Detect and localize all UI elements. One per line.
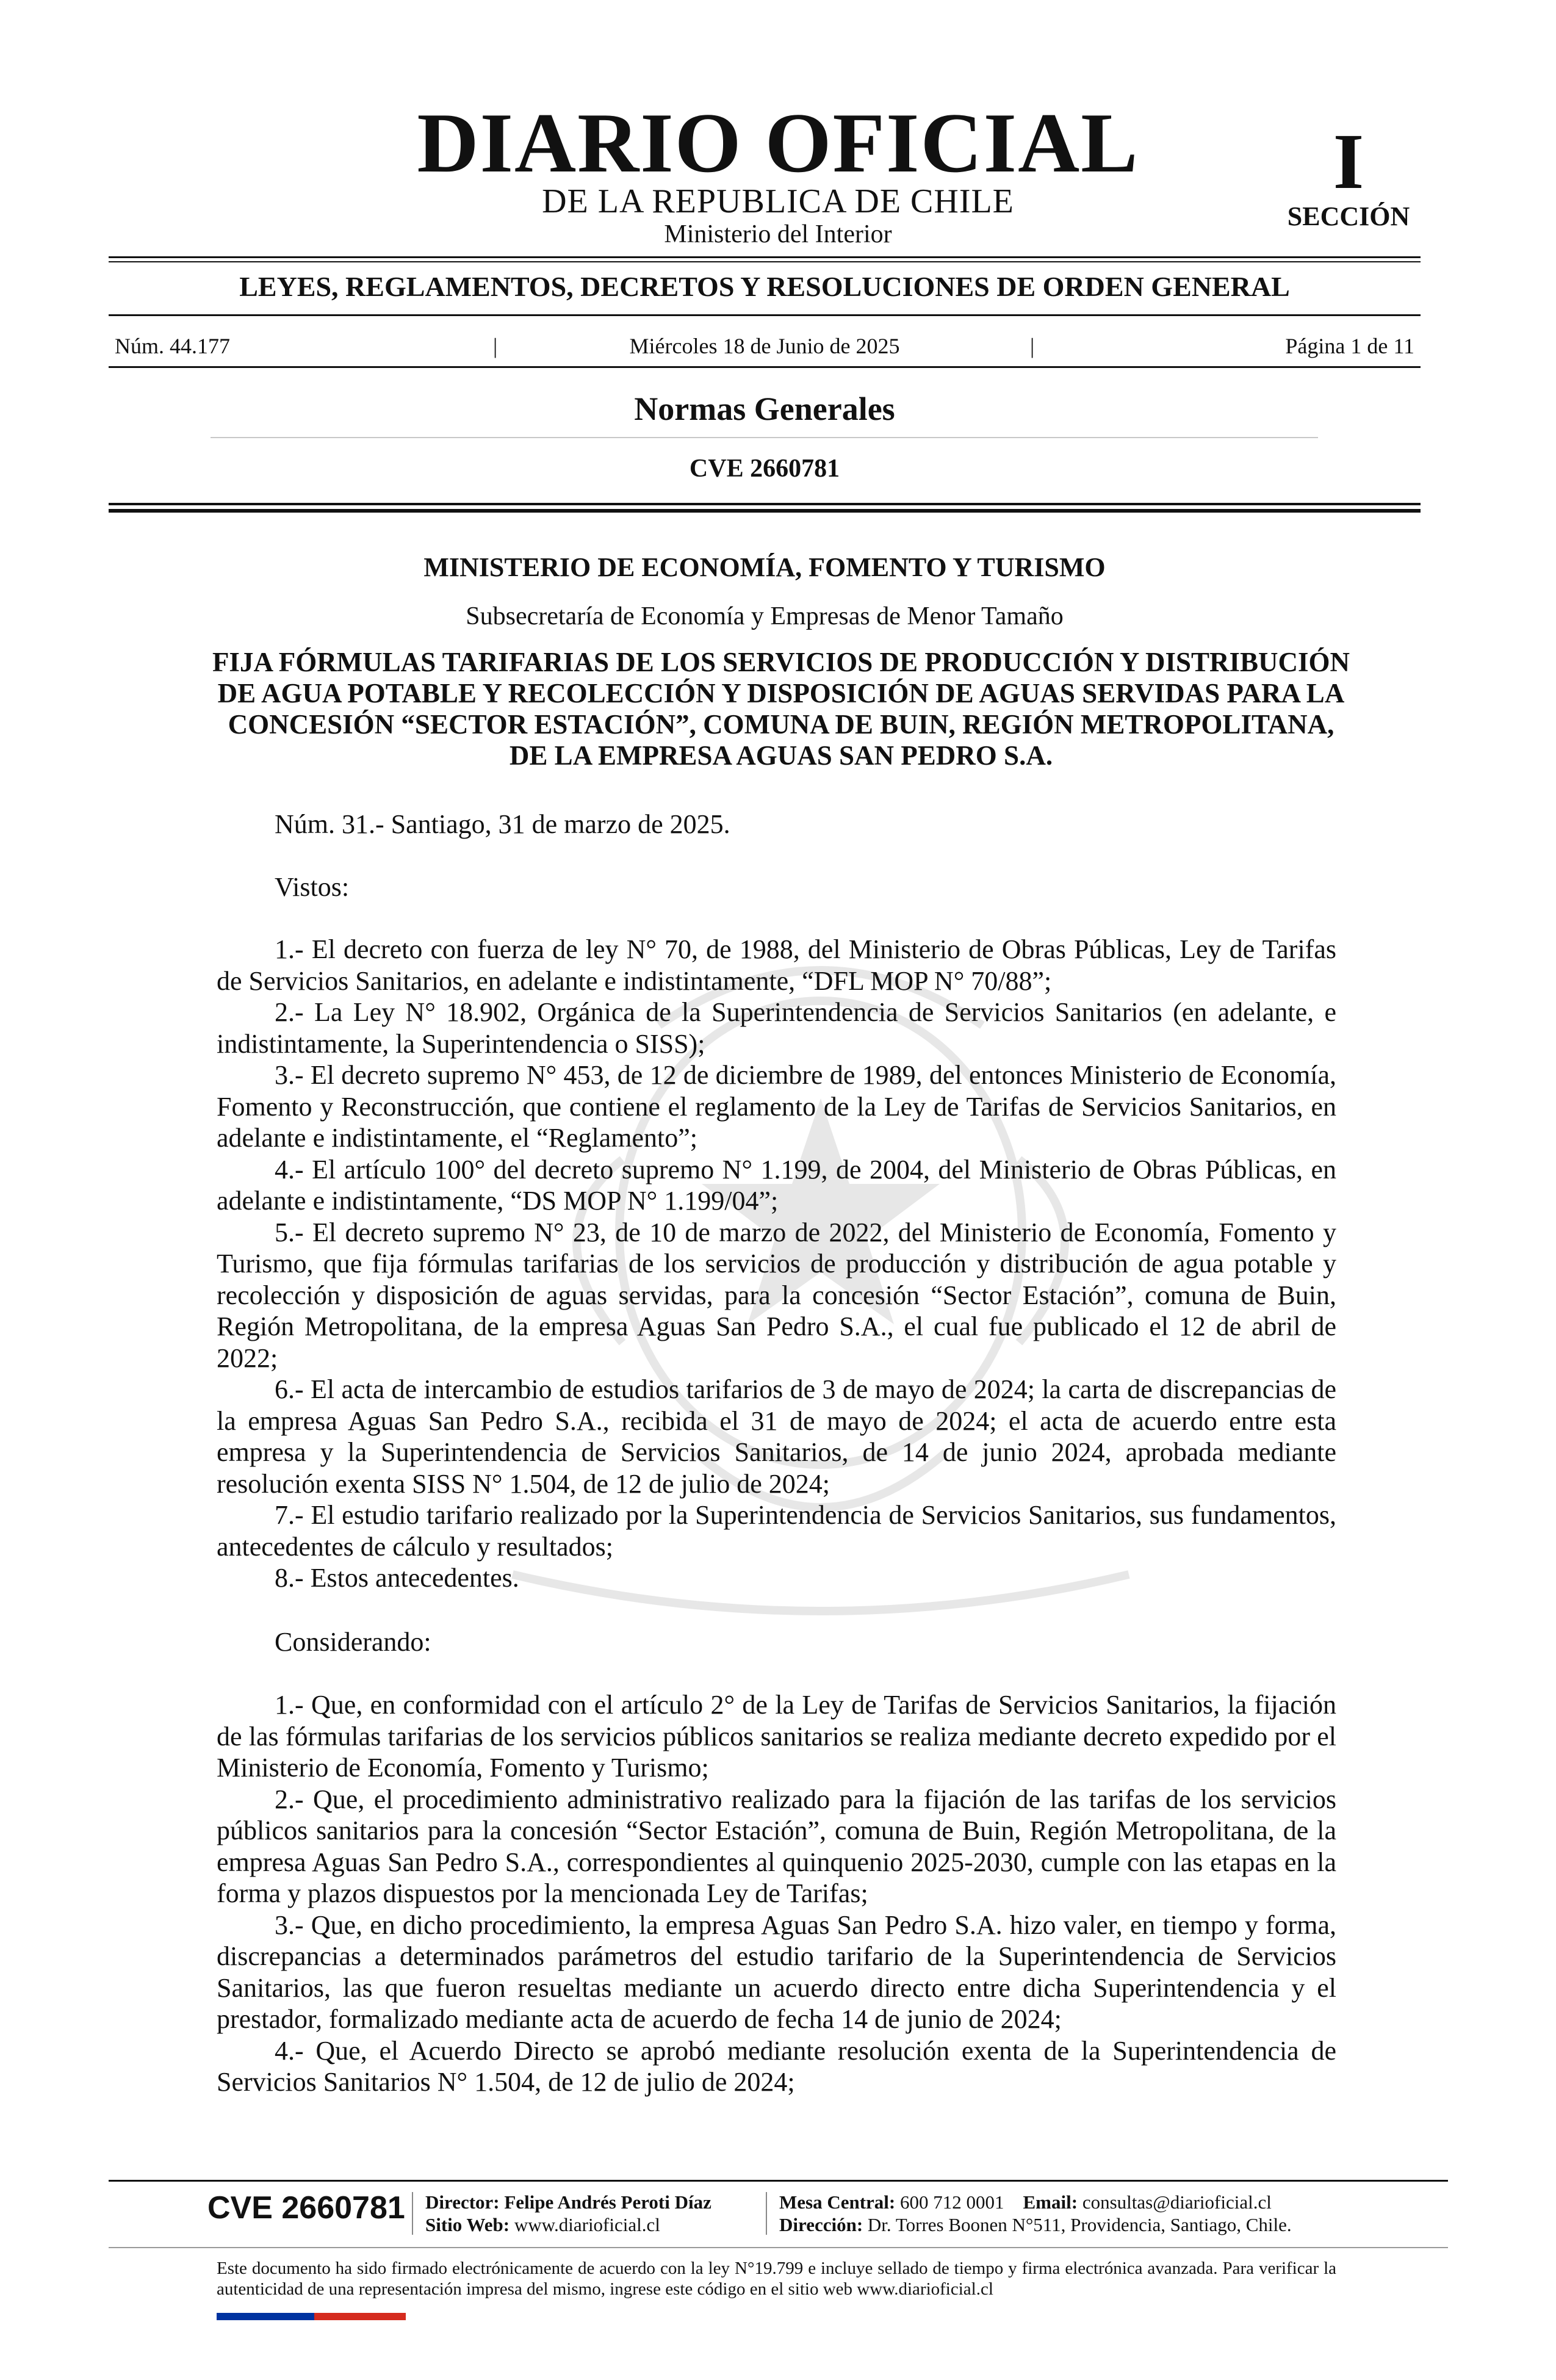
category-heading: LEYES, REGLAMENTOS, DECRETOS Y RESOLUCIONES DE ORDEN GENERAL [239, 271, 1290, 302]
visto-item: 2.- La Ley N° 18.902, Orgánica de la Superintendencia de Servicios Sanitarios (en adelante, e indistintamente, la Superintendencia o SISS); [217, 997, 1336, 1059]
issue-info-row [109, 330, 1421, 362]
visto-item: 8.- Estos antecedentes. [275, 1563, 519, 1593]
phone-number: 600 712 0001 [900, 2191, 1004, 2213]
footer-cve-code: CVE 2660781 [207, 2190, 405, 2226]
flag-red-segment [314, 2313, 406, 2320]
subsecretaria-name: Subsecretaría de Economía y Empresas de Menor Tamaño [466, 602, 1064, 630]
visto-item: 7.- El estudio tarifario realizado por la Superintendencia de Servicios Sanitarios, sus fundamentos, antecedentes de cálculo y resultados; [217, 1500, 1336, 1562]
footer-divider [109, 2180, 1448, 2182]
section-heading: Normas Generales [634, 391, 895, 427]
site-label: Sitio Web: [425, 2214, 510, 2235]
divider [109, 261, 1421, 262]
footer-separator [766, 2192, 767, 2235]
section-label: SECCIÓN [1287, 201, 1410, 231]
divider [109, 509, 1421, 513]
considerando-heading: Considerando: [275, 1627, 431, 1657]
visto-item: 3.- El decreto supremo N° 453, de 12 de diciembre de 1989, del entonces Ministerio de Economía, Fomento y Reconstrucción, que contiene el reglamento de la Ley de Tarifas de Servicios Sanitarios, en adelante e indistintamente, el “Reglamento”; [217, 1060, 1336, 1153]
vistos-list [217, 934, 1336, 1594]
footer-director-block [425, 2191, 711, 2236]
visto-item: 6.- El acta de intercambio de estudios tarifarios de 3 de mayo de 2024; la carta de discrepancias de la empresa Aguas San Pedro S.A., recibida el 31 de mayo de 2024; el acta de acuerdo entre esta empresa y la Superintendencia de Servicios Sanitarios, de 14 de junio 2024, aprobada mediante resolución exenta SISS N° 1.504, de 12 de julio de 2024; [217, 1374, 1336, 1499]
footer-separator [412, 2192, 413, 2235]
email-label: Email: [1023, 2191, 1078, 2213]
visto-item: 5.- El decreto supremo N° 23, de 10 de marzo de 2022, del Ministerio de Economía, Fomento y Turismo, que fija fórmulas tarifarias de los servicios de producción y distribución de agua potable y recolección y disposición de aguas servidas, para la concesión “Sector Estación”, comuna de Buin, Región Metropolitana, de la empresa Aguas San Pedro S.A., el cual fue publicado el 12 de abril de 2022; [217, 1217, 1336, 1373]
decree-number-line: Núm. 31.- Santiago, 31 de marzo de 2025. [275, 809, 730, 839]
address-label: Dirección: [779, 2214, 863, 2235]
issue-date: Miércoles 18 de Junio de 2025 [629, 334, 900, 358]
section-indicator [1275, 118, 1422, 232]
divider [109, 314, 1421, 316]
phone-label: Mesa Central: [779, 2191, 896, 2213]
footer-contact-block [779, 2191, 1292, 2236]
divider [211, 437, 1318, 438]
divider [109, 503, 1421, 505]
page-indicator: Página 1 de 11 [1285, 334, 1414, 358]
email-link[interactable]: consultas@diarioficial.cl [1082, 2191, 1272, 2213]
divider [109, 366, 1421, 368]
newspaper-ministry: Ministerio del Interior [664, 220, 892, 248]
footer-legal-note: Este documento ha sido firmado electrónicamente de acuerdo con la ley N°19.799 e incluye sellado de tiempo y firma electrónica avanzada. Para verificar la autenticidad de una representación impresa del mismo, ingrese este código en el sitio web www.diarioficial.cl [217, 2259, 1336, 2299]
cve-code: CVE 2660781 [689, 455, 840, 483]
vistos-heading: Vistos: [275, 872, 350, 902]
section-number: I [1333, 118, 1364, 206]
ministry-name: MINISTERIO DE ECONOMÍA, FOMENTO Y TURISMO [423, 552, 1106, 582]
considerando-item: 4.- Que, el Acuerdo Directo se aprobó mediante resolución exenta de la Superintendencia de Servicios Sanitarios N° 1.504, de 12 de julio de 2024; [217, 2035, 1336, 2097]
address-text: Dr. Torres Boonen N°511, Providencia, Santiago, Chile. [867, 2214, 1292, 2235]
issue-number: Núm. 44.177 [115, 334, 230, 358]
footer-divider [109, 2247, 1448, 2248]
decree-title: FIJA FÓRMULAS TARIFARIAS DE LOS SERVICIOS DE PRODUCCIÓN Y DISTRIBUCIÓN DE AGUA POTABLE Y RECOLECCIÓN Y DISPOSICIÓN DE AGUAS SERVIDAS PARA LA CONCESIÓN “SECTOR ESTACIÓN”, COMUNA DE BUIN, REGIÓN METROPOLITANA, DE LA EMPRESA AGUAS SAN PEDRO S.A. [212, 647, 1350, 771]
visto-item: 4.- El artículo 100° del decreto supremo N° 1.199, de 2004, del Ministerio de Obras Públicas, en adelante e indistintamente, “DS MOP N° 1.199/04”; [217, 1154, 1336, 1216]
chile-flag-bar [217, 2313, 406, 2320]
director-name: Felipe Andrés Peroti Díaz [504, 2191, 711, 2213]
visto-item: 1.- El decreto con fuerza de ley N° 70, de 1988, del Ministerio de Obras Públicas, Ley de Tarifas de Servicios Sanitarios, en adelante e indistintamente, “DFL MOP N° 70/88”; [217, 934, 1336, 996]
director-label: Director: [425, 2191, 500, 2213]
site-link[interactable]: www.diarioficial.cl [514, 2214, 660, 2235]
flag-blue-segment [217, 2313, 314, 2320]
considerando-item: 1.- Que, en conformidad con el artículo 2° de la Ley de Tarifas de Servicios Sanitarios, la fijación de las fórmulas tarifarias de los servicios públicos sanitarios se realiza mediante decreto expedido por el Ministerio de Economía, Fomento y Turismo; [217, 1690, 1336, 1783]
newspaper-title: DIARIO OFICIAL [417, 96, 1139, 190]
issue-separator: | [493, 334, 498, 358]
considerando-list [217, 1689, 1336, 2098]
issue-separator: | [1030, 334, 1035, 358]
considerando-item: 3.- Que, en dicho procedimiento, la empresa Aguas San Pedro S.A. hizo valer, en tiempo y forma, discrepancias a determinados parámetros del estudio tarifario de la Superintendencia de Servicios Sanitarios, las que fueron resueltas mediante un acuerdo directo entre dicha Superintendencia y el prestador, formalizado mediante acta de acuerdo de fecha 14 de junio de 2024; [217, 1909, 1336, 2034]
considerando-item: 2.- Que, el procedimiento administrativo realizado para la fijación de las tarifas de los servicios públicos sanitarios para la concesión “Sector Estación”, comuna de Buin, Región Metropolitana, de la empresa Aguas San Pedro S.A., correspondientes al quinquenio 2025-2030, cumple con las etapas en la forma y plazos dispuestos por la mencionada Ley de Tarifas; [217, 1784, 1336, 1908]
divider [109, 256, 1421, 258]
newspaper-subtitle: DE LA REPUBLICA DE CHILE [542, 182, 1014, 220]
